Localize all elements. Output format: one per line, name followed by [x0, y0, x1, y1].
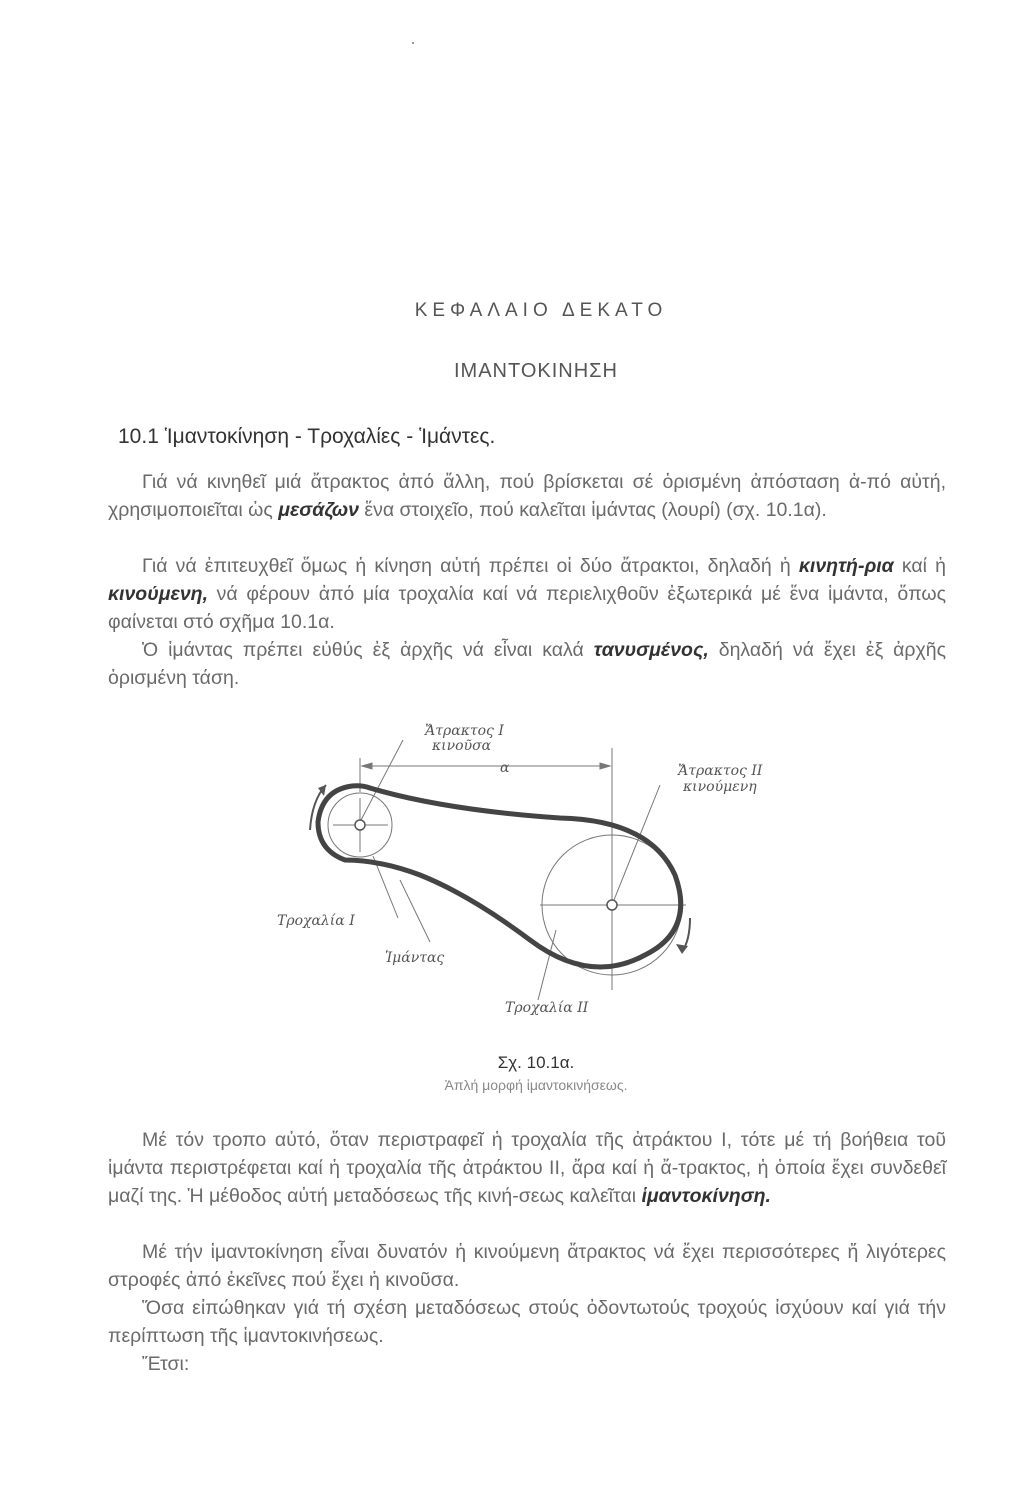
label-shaft-1: Ἄτρακτος I [425, 723, 504, 739]
label-shaft-1-sub: κινοῦσα [432, 738, 492, 754]
belt-path [318, 786, 681, 967]
paragraph-1: Γιά νά κινηθεῖ μιά ἄτρακτος ἀπό ἄλλη, πού βρίσκεται σέ ὁρισμένη ἀπόσταση ἀ-πό αὐτή, χρησιμοποιεῖται ὡς μεσάζων ἕνα στοιχεῖο, πού καλεῖται ἱμάντας (λουρί) (σχ. 10.1α). [108, 471, 946, 521]
label-distance: α [500, 760, 510, 776]
figure-caption-text: Ἁπλή μορφή ἱμαντοκινήσεως. [444, 1077, 628, 1093]
label-pulley-1: Τροχαλία I [277, 913, 355, 929]
figure-caption-number: Σχ. 10.1α. [497, 1053, 575, 1072]
paragraph-2: Γιά νά ἐπιτευχθεῖ ὅμως ἡ κίνηση αὐτή πρέπει οἱ δύο ἄτρακτοι, δηλαδή ἡ κινητή-ρια καί ἡ κινούμενη, νά φέρουν ἀπό μία τροχαλία καί νά περιελιχθοῦν ἐξωτερικά μέ ἕνα ἱμάντα, ὅπως φαίνεται στό σχῆμα 10.1α. [108, 555, 946, 633]
emphasis-kinitiria: κινητή-ρια [798, 555, 894, 577]
chapter-title: ΙΜΑΝΤΟΚΙΝΗΣΗ [453, 360, 618, 382]
paragraph-5: Μέ τήν ἱμαντοκίνηση εἶναι δυνατόν ἡ κινούμενη ἄτρακτος νά ἔχει περισσότερες ἤ λιγότερες στροφές ἀπό ἐκεῖνες πού ἔχει ἡ κινοῦσα. [108, 1241, 946, 1291]
shaft-1-center [355, 820, 365, 830]
label-belt: Ἱμάντας [385, 950, 445, 966]
chapter-label: ΚΕΦΑΛΑΙΟ ΔΕΚΑΤΟ [414, 300, 668, 321]
leader-shaft-1 [360, 740, 403, 822]
scan-speck [412, 42, 414, 44]
emphasis-imantokinisi: ἱμαντοκίνηση. [641, 1185, 771, 1207]
paragraph-7: Ἔτσι: [142, 1353, 190, 1375]
section-heading: 10.1 Ἱμαντοκίνηση - Τροχαλίες - Ἱμάντες. [118, 425, 496, 448]
emphasis-tanysmenos: τανυσμένος, [593, 639, 709, 661]
label-pulley-2: Τροχαλία II [505, 1000, 589, 1016]
leader-belt [400, 880, 430, 942]
emphasis-kinoumeni: κινούμενη, [108, 583, 209, 605]
belt-drive-figure [0, 700, 1012, 1050]
leader-pulley-2 [538, 930, 556, 1000]
leader-shaft-2 [614, 785, 660, 900]
paragraph-3: Ὁ ἱμάντας πρέπει εὐθύς ἐξ ἀρχῆς νά εἶναι καλά τανυσμένος, δηλαδή νά ἔχει ἐξ ἀρχῆς ὁρισμένη τάση. [108, 639, 946, 689]
shaft-2-center [607, 900, 617, 910]
label-shaft-2: Ἄτρακτος II [678, 763, 763, 779]
label-shaft-2-sub: κινούμενη [683, 779, 757, 795]
paragraph-4: Μέ τόν τροπο αὐτό, ὅταν περιστραφεῖ ἡ τροχαλία τῆς ἀτράκτου I, τότε μέ τή βοήθεια τοῦ ἱμάντα περιστρέφεται καί ἡ τροχαλία τῆς ἀτράκτου II, ἄρα καί ἡ ἄ-τρακτος, ἡ ὁποία ἔχει συνδεθεῖ μαζί της. Ἡ μέθοδος αὐτή μεταδόσεως τῆς κινή-σεως καλεῖται ἱμαντοκίνηση. [108, 1129, 946, 1207]
emphasis-mesazon: μεσάζων [278, 499, 359, 521]
paragraph-6: Ὅσα εἰπώθηκαν γιά τή σχέση μεταδόσεως στούς ὀδοντωτούς τροχούς ἰσχύουν καί γιά τήν περίπτωση τῆς ἱμαντοκινήσεως. [108, 1297, 946, 1347]
